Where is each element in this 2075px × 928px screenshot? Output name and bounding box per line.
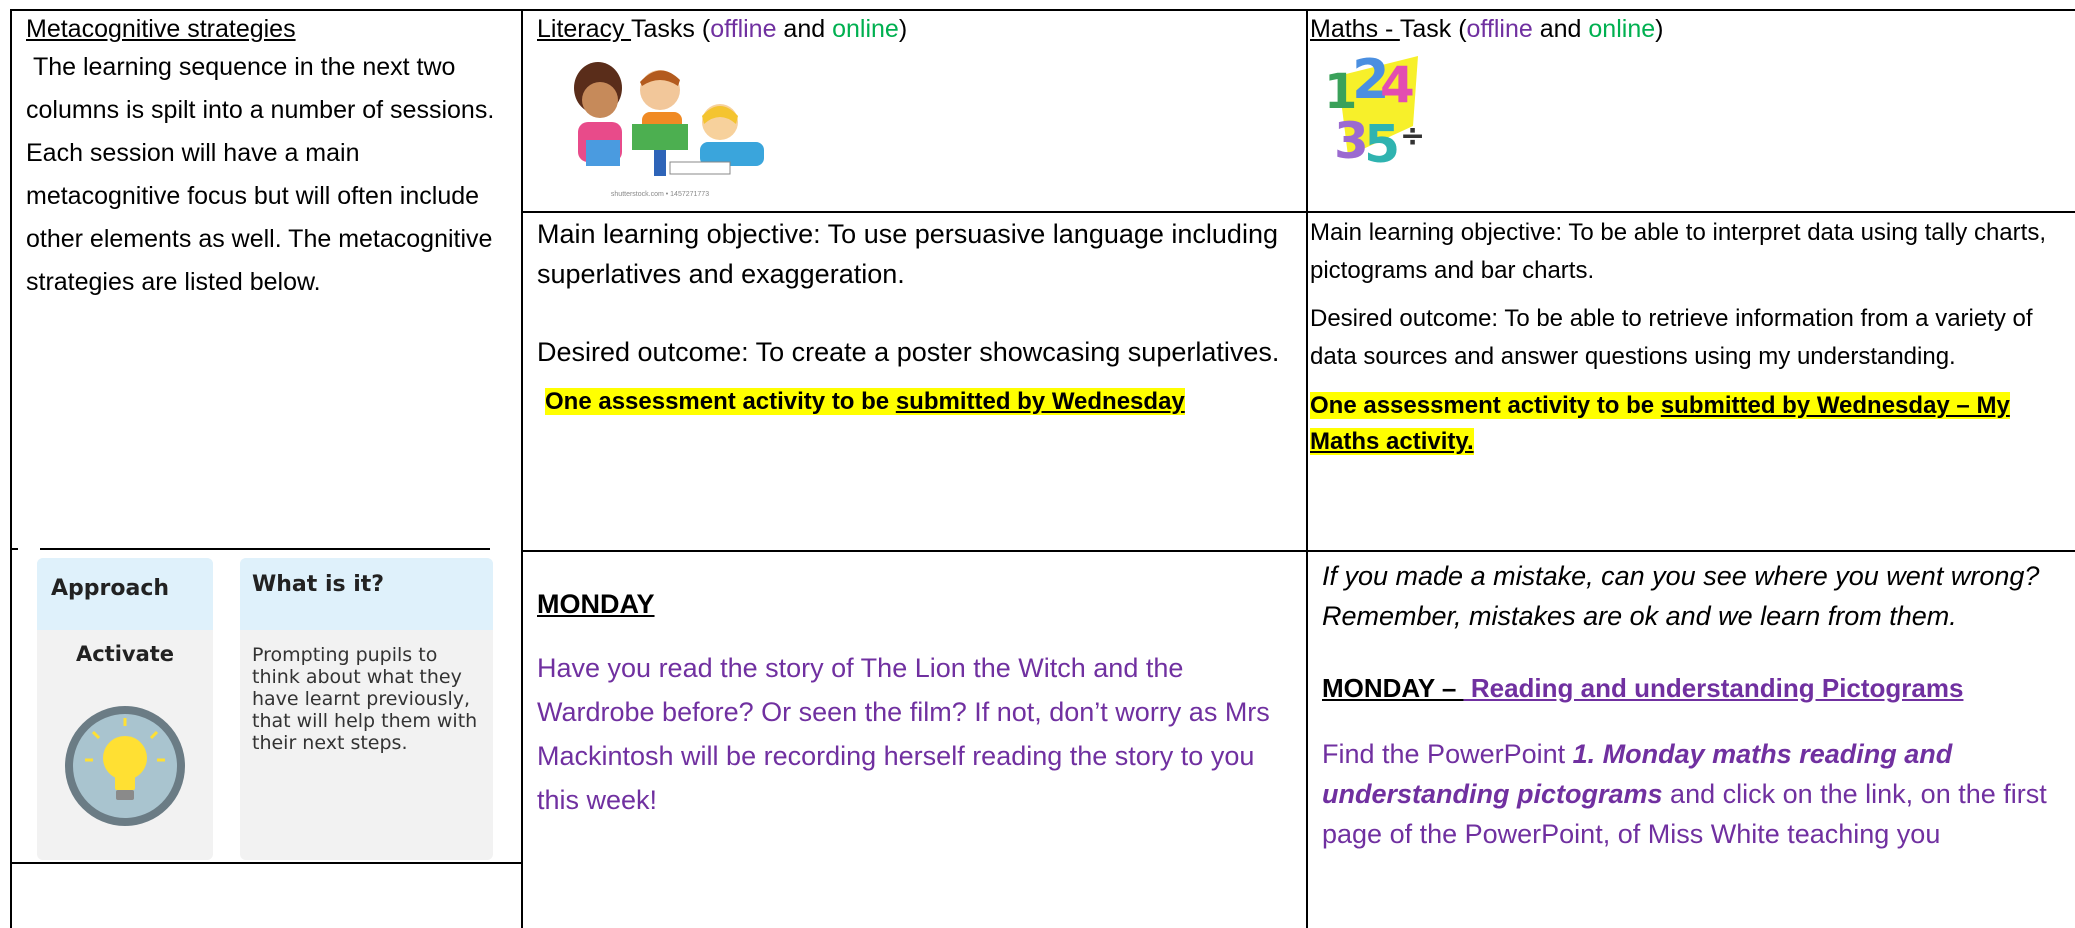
- row-divider-main: [521, 550, 2075, 552]
- maths-day-label: MONDAY –: [1322, 673, 1464, 703]
- whatisit-header: What is it?: [252, 572, 385, 597]
- row-divider-header: [521, 211, 2075, 213]
- maths-heading-close: ): [1655, 15, 1664, 43]
- literacy-heading-title: Literacy: [537, 15, 632, 43]
- literacy-day-heading: MONDAY: [537, 589, 655, 619]
- table-border-top: [10, 9, 2075, 11]
- maths-assessment-deadline: submitted by Wednesday – My Maths activity.: [1310, 392, 2010, 455]
- literacy-assessment: [545, 384, 1297, 420]
- literacy-header-cell: [537, 12, 1297, 46]
- maths-header-cell: [1310, 12, 2070, 46]
- description-panel: [240, 558, 493, 860]
- maths-monday-cell: [1322, 556, 2067, 854]
- svg-text:1: 1: [1324, 64, 1358, 120]
- numbers-clipart-image: [1318, 46, 1428, 176]
- approach-header: Approach: [51, 576, 170, 601]
- svg-text:4: 4: [1380, 56, 1415, 114]
- svg-text:÷: ÷: [1400, 119, 1426, 154]
- children-reading-image: [550, 50, 770, 200]
- maths-offline-label: offline: [1466, 15, 1533, 43]
- literacy-objective: Main learning objective: To use persuasive language including superlatives and exaggeration.: [537, 219, 1278, 289]
- literacy-heading: [537, 12, 1297, 46]
- maths-outcome: Desired outcome: To be able to retrieve information from a variety of data sources and answer questions using my understanding.: [1310, 305, 2033, 370]
- literacy-heading-close: ): [898, 15, 908, 43]
- maths-heading-title: Maths -: [1310, 15, 1400, 43]
- maths-instructions: [1322, 734, 2067, 854]
- approach-value: Activate: [75, 642, 175, 666]
- left-row-divider-lower: [10, 862, 521, 864]
- maths-assessment: [1310, 388, 2070, 460]
- strategy-description: Prompting pupils to think about what they have learnt previously, that will help them with their next steps.: [252, 644, 478, 754]
- table-border-left: [10, 9, 12, 928]
- metacognitive-heading: Metacognitive strategies: [26, 15, 296, 43]
- metacognitive-intro: The learning sequence in the next two columns is spilt into a number of sessions. Each session will have a main metacognitive focus but will often include other elements as well. The metacognitive strategies are listed below.: [26, 53, 502, 296]
- maths-online-label: online: [1588, 15, 1656, 43]
- svg-text:3: 3: [1334, 112, 1369, 170]
- literacy-offline-label: offline: [710, 15, 777, 43]
- svg-text:2: 2: [1352, 48, 1390, 111]
- maths-heading: [1310, 12, 2070, 46]
- image-caption: shutterstock.com • 1457271773: [610, 191, 710, 198]
- literacy-and: and: [776, 15, 833, 43]
- maths-powerpoint-name: 1. Monday maths reading and understanding pictograms: [1322, 739, 1953, 809]
- literacy-heading-rest: Tasks (: [631, 15, 711, 43]
- svg-text:5: 5: [1364, 115, 1401, 175]
- maths-heading-rest: Task (: [1399, 15, 1467, 43]
- approach-panel: [37, 558, 213, 860]
- maths-find-suffix: and click on the link, on the first page of the PowerPoint, of Miss White teaching you: [1322, 779, 2055, 849]
- maths-assessment-prefix: One assessment activity to be: [1310, 392, 1661, 419]
- column-divider-2: [1306, 9, 1308, 928]
- lightbulb-icon: [63, 704, 187, 828]
- literacy-assessment-deadline: submitted by Wednesday: [895, 388, 1185, 415]
- left-row-divider: [40, 548, 490, 550]
- maths-day-topic-link[interactable]: Reading and understanding Pictograms: [1463, 673, 1964, 703]
- maths-mistake-note: If you made a mistake, can you see where you went wrong? Remember, mistakes are ok and we learn from them.: [1322, 561, 2040, 631]
- literacy-monday-cell: [537, 578, 1297, 822]
- metacognitive-cell: [26, 12, 506, 304]
- maths-and: and: [1532, 15, 1589, 43]
- literacy-objectives-cell: [537, 214, 1297, 420]
- left-row-divider-short: [10, 548, 18, 550]
- maths-objective: Main learning objective: To be able to interpret data using tally charts, pictograms and bar charts.: [1310, 219, 2046, 284]
- maths-day-heading: [1322, 668, 2067, 708]
- maths-find-prefix: Find the PowerPoint: [1322, 739, 1573, 769]
- literacy-monday-text: Have you read the story of The Lion the Witch and the Wardrobe before? Or seen the film? If not, don’t worry as Mrs Mackintosh will be recording herself reading the story to you this week!: [537, 653, 1270, 815]
- column-divider-1: [521, 9, 523, 928]
- literacy-outcome: Desired outcome: To create a poster showcasing superlatives.: [537, 337, 1280, 367]
- literacy-online-label: online: [832, 15, 899, 43]
- literacy-assessment-prefix: One assessment activity to be: [545, 388, 896, 415]
- maths-objectives-cell: [1310, 214, 2070, 460]
